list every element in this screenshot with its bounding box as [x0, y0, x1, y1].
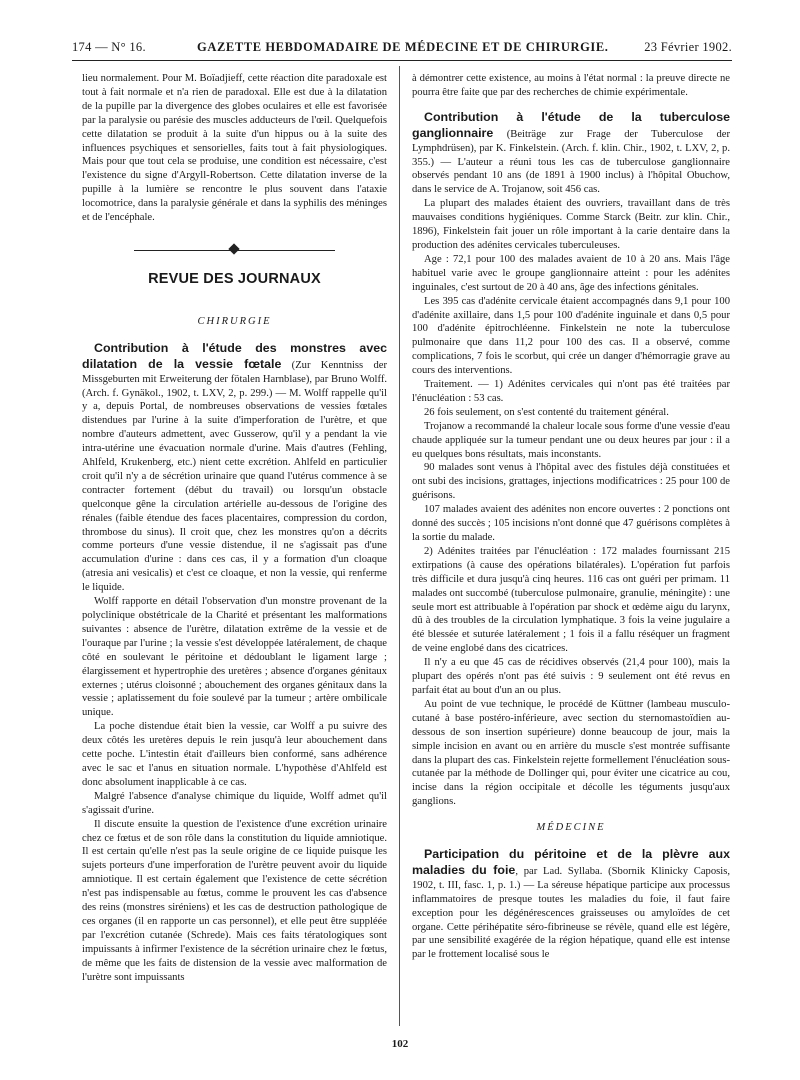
article-2-title: Contribution à l'étude de la tuberculose ganglionnaire: [412, 109, 730, 140]
page-header: [72, 40, 732, 56]
page-number-issue: 174 — N° 16.: [72, 40, 146, 54]
continued-paragraph: à démontrer cette existence, au moins à l'état normal : la preuve directe ne pourra être faite que par des recherches de chimie expérimentale.: [412, 73, 730, 98]
article-2-paragraph: 90 malades sont venus à l'hôpital avec des fistules déjà constituées et ont subi des incisions, grattages, injections modificatrices : 25 pour 100 de guérisons.: [412, 462, 730, 502]
article-2-paragraph: Trojanow a recommandé la chaleur locale sous forme d'une vessie d'eau chaude appliquée sur la tumeur pendant une ou deux heures par jour : il a eu quelques bons résultats, mais inconstants.: [412, 420, 730, 460]
article-2-paragraph: La plupart des malades étaient des ouvriers, travaillant dans de très mauvaises conditions hygiéniques. Comme Starck (Beitr. zur klin. Chir., 1896), Finkelstein fait jouer un rôle important à la carie dentaire dans la production des adénites cervicales tuberculeuses.: [412, 198, 730, 251]
journal-title: GAZETTE HEBDOMADAIRE DE MÉDECINE ET DE CHIRURGIE.: [197, 40, 609, 54]
column-divider: [399, 66, 400, 1026]
article-3-intro: , par Lad. Syllaba. (Sbornik Klinicky Caposis, 1902, t. III, fasc. 1, p. 1.) — La séreuse hépatique participe aux processus inflammatoires de presque toutes les maladies du foie, il faut faire exception pour les dégénérescences graisseuses ou amyloïdes de cet organe. Cette périhépatite séro-fibrineuse se révèle, quand elle est légère, par une sensibilité exagérée de la région hépatique, quand elle est intense par le frottement localisé sous le: [412, 865, 730, 961]
ornament-diamond: [228, 243, 239, 254]
article-2-paragraph: 107 malades avaient des adénites non encore ouvertes : 2 ponctions ont donné des succès ; 105 incisions n'ont donné que 47 guérisons complètes à la sortie du malade.: [412, 504, 730, 543]
article-1-paragraph: Wolff rapporte en détail l'observation d'un monstre provenant de la polyclinique obstétricale de la Charité et présentant les malformations suivantes : absence de l'urètre, dilatation extrême de la vessie et de l'ouraque par l'urine ; la vessie s'est développée latéralement, de chaque côté en soulevant le péritoine et dédoublant le ligament large ; élargissement et hypertrophie des uretères ; absence d'organes génitaux externes ; utérus cloisonné ; abouchement des organes génitaux dans la vessie ; aplatissement du foie soulevé par la tumeur ; artère ombilicale unique.: [82, 596, 387, 719]
article-1-lead: [82, 341, 387, 595]
article-2-lead: [412, 110, 730, 197]
article-2-paragraph: Traitement. — 1) Adénites cervicales qui n'ont pas été traitées par l'énucléation : 53 cas.: [412, 379, 730, 404]
right-column: [412, 72, 730, 962]
section-heading-medecine: MÉDECINE: [536, 822, 606, 834]
issue-date: 23 Février 1902.: [644, 40, 732, 54]
article-2-paragraph: Au point de vue technique, le procédé de Küttner (lambeau musculo-cutané à base postéro-inférieure, avec section du sternomastoïdien au-dessous de son insertion supérieure) donne beaucoup de jour, mais la simple incision en avant ou en arrière du muscle s'est montrée suffisante dans la plupart des cas. Finkelstein rejette formellement l'énucléation sous-cutanée par la méthode de Dollinger qui, pour éviter une cicatrice au cou, incise dans la région occipitale et décolle les téguments jusqu'aux ganglions.: [412, 698, 730, 808]
article-1-intro: (Zur Kenntniss der Missgeburten mit Erweiterung der fötalen Harnblase), par Bruno Wolff. (Arch. f. Gynäkol., 1902, t. LXV, 2, p. 299.) — M. Wolff rappelle qu'il y a, depuis Portal, de nombreuses observations de vessies fœtales distendues par l'urine à la suite d'imperforation de l'urètre, et que nombre d'auteurs admettent, avec Gusserow, qu'il y a pendant la vie intra-utérine une évacuation normale d'urine. Mais d'autres (Fehling, Ahlfeld, Krukenberg, etc.) nient cette excrétion. Ahlfeld en particulier croit qu'il n'y a de sécrétion urinaire que quand l'utérus commence à se contracter fortement (début du travail) ou lorsqu'un obstacle quelconque gêne la circulation artérielle au-dessous de l'origine des rénales (faible étendue des faces placentaires, compression du cordon, thrombose du sinus). Il croit que, chez les monstres qu'on a décrits comme porteurs d'une vessie distendue, il ne s'agissait pas d'une accumulation d'urine : dans ces cas, il y a formation d'un cloaque (atresia ani vesicalis) et c'est ce cloaque, et non la vessie, qui renferme le liquide.: [82, 359, 388, 594]
article-2-paragraph: 26 fois seulement, on s'est contenté du traitement général.: [424, 406, 669, 418]
left-column: [82, 72, 387, 984]
section-ornament: [82, 245, 387, 255]
section-heading-chirurgie: CHIRURGIE: [197, 315, 272, 327]
article-1-paragraph: Malgré l'absence d'analyse chimique du liquide, Wolff admet qu'il s'agissait d'urine.: [82, 790, 387, 816]
continued-paragraph: lieu normalement. Pour M. Boïadjieff, cette réaction dite paradoxale est tout à fait normale et n'a rien de paradoxal. Elle est due à la dilatation de la pupille par la divergence des globes oculaires et elle est favorisée par la paralysie ou parésie des muscles adducteurs de l'œil. Quelquefois cette dilatation se produit à la suite d'un hippus ou à la suite des influences psychiques et sensorielles, faits tout à fait physiologiques. Mais pour que tout cela se produise, une condition est nécessaire, c'est l'existence du signe d'Argyll-Robertson. Cette dilatation inverse de la pupille à la lumière se rencontre le plus souvent dans l'ataxie locomotrice, dans la paralysie générale et dans la syphilis des méninges et de l'encéphale.: [82, 73, 387, 224]
article-3-title: Participation du péritoine et de la plèvre aux maladies du foie: [412, 847, 730, 877]
header-rule: [72, 60, 732, 61]
article-1-paragraph: La poche distendue était bien la vessie, car Wolff a pu suivre des deux côtés les uretères depuis le rein jusqu'à leur abouchement dans cette poche. L'intestin était d'ailleurs bien conformé, sans adhérence avec le sac et l'anus en situation normale. L'hypothèse d'Ahlfeld est donc absolument inapplicable à ce cas.: [82, 721, 387, 788]
page-number: 102: [391, 1038, 409, 1050]
article-2-paragraph: Les 395 cas d'adénite cervicale étaient accompagnés dans 9,1 pour 100 d'adénite axillaire, dans 1,5 pour 100 d'adénite inguinale et dans 0,5 pour 100 d'adénite épitrochléenne. Finkelstein ne note la tuberculose pulmonaire que dans 11,2 pour 100 des cas. Il a observé, comme complications, 7 fois le scorbut, qui crée un danger d'hémorragie grave au cours des interventions.: [412, 295, 730, 377]
article-2-paragraph: Age : 72,1 pour 100 des malades avaient de 10 à 20 ans. Mais l'âge habituel varie avec le groupe ganglionnaire atteint : pour les adénites inguinales, c'est surtout de 20 à 40 ans, âge des infections génitales.: [412, 253, 730, 293]
article-2-intro: (Beiträge zur Frage der Tuberculose der Lymphdrüsen), par K. Finkelstein. (Arch. f. klin. Chir., 1902, t. LXV, 2, p. 355.) — L'auteur a réuni tous les cas de tuberculose ganglionnaire observés pendant 10 ans (de 1891 à 1900 inclus) à l'hôpital Obuchow, dans le service de A. Trojanow, soit 456 cas.: [412, 128, 730, 196]
article-2-paragraph: 2) Adénites traitées par l'énucléation : 172 malades fournissant 215 extirpations (à cause des opérations bilatérales). L'opération fut parfois très difficile et dura jusqu'à cinq heures. 116 cas ont guéri per primam. 11 malades ont succombé (tuberculose pulmonaire, granulie, méningite) : une seule mort est attribuable à l'opération par shock et œdème aigu du larynx, dû à des troubles de la circulation lymphatique. 3 fois la veine jugulaire a été blessée et suturée latéralement ; 1 fois il a fallu réséquer un fragment de veine englobé dans des cicatrices.: [412, 545, 730, 655]
article-1-paragraph: Il discute ensuite la question de l'existence d'une excrétion urinaire chez ce fœtus et de son rôle dans la constitution du liquide amniotique. Il est certain qu'elle n'est pas la seule origine de ce liquide puisque les sujets porteurs d'une imperforation de l'urètre peuvent avoir du liquide amniotique. Il est certain également que l'existence de cette sécrétion n'est pas indispensable au fœtus, comme le prouvent les cas d'absence des reins (monstres siréniens) et les cas de destruction pathologique de ces organes (il en rapporte un cas personnel), et elle peut être suppléée par l'excrétion cutanée (Schrede). Mais ces faits tératologiques sont impuissants à infirmer l'existence de la sécrétion urinaire chez le fœtus, de même que les faits de distension de la vessie avec malformation de l'urètre sont impuissants: [82, 818, 387, 983]
article-3-lead: [412, 847, 730, 962]
article-2-paragraph: Il n'y a eu que 45 cas de récidives observés (21,4 pour 100), mais la plupart des opérés n'ont pas été suivis : 9 seulement ont été revus en parfait état au bout d'un an ou plus.: [412, 657, 730, 696]
revue-heading: REVUE DES JOURNAUX: [148, 270, 321, 287]
article-1-title: Contribution à l'étude des monstres avec dilatation de la vessie fœtale: [82, 340, 387, 371]
